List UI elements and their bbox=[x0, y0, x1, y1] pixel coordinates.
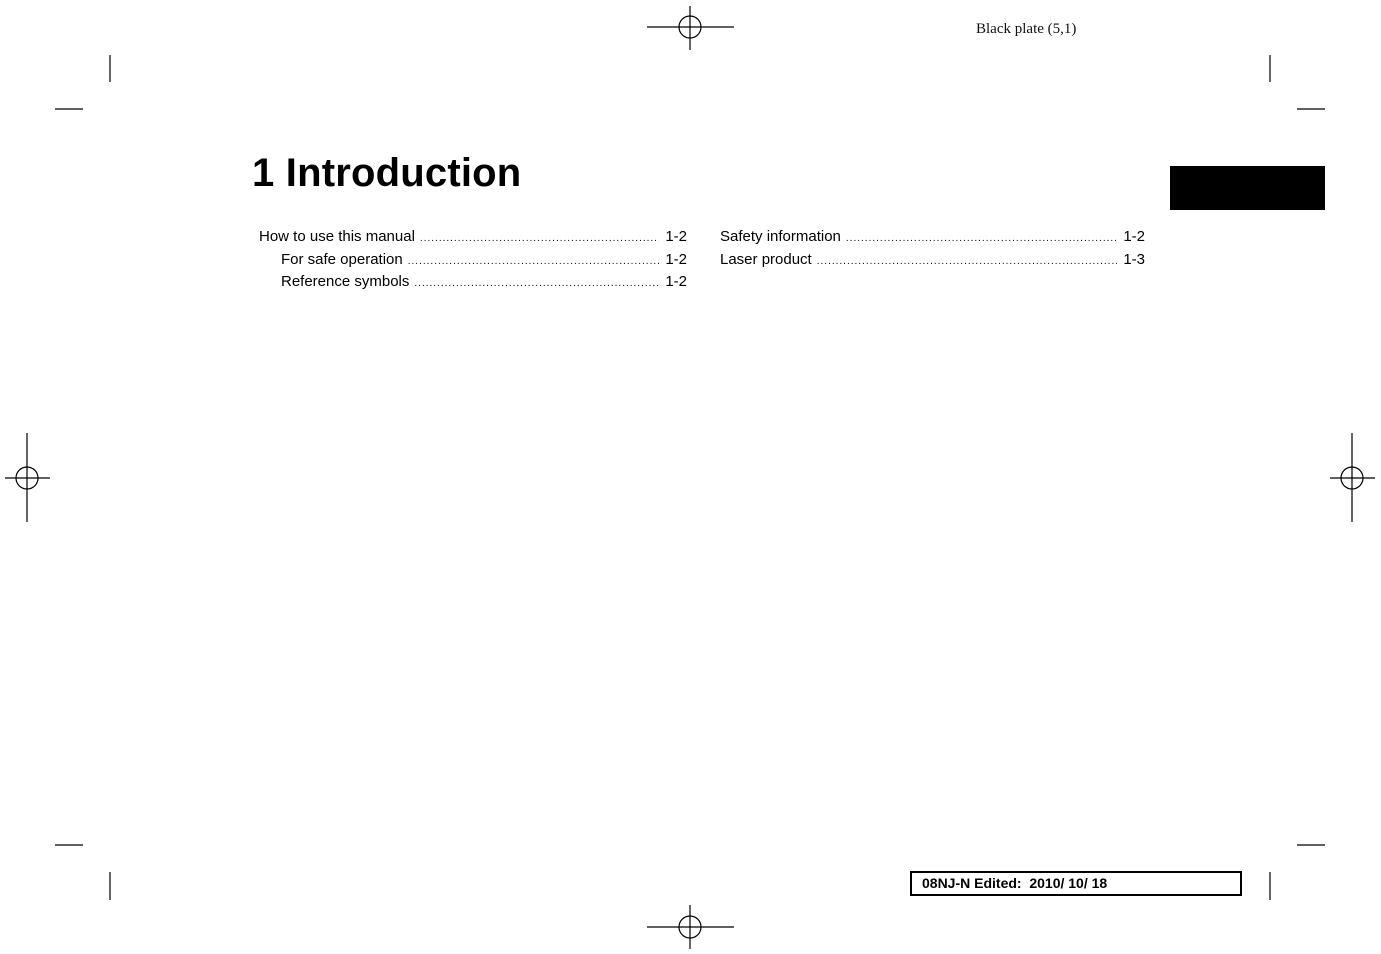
crop-mark-top-right bbox=[1270, 55, 1325, 109]
chapter-title: 1 Introduction bbox=[252, 151, 522, 195]
toc-entry-page: 1-2 bbox=[665, 273, 687, 290]
registration-mark-left bbox=[5, 433, 50, 522]
crop-mark-bottom-right bbox=[1270, 845, 1325, 900]
toc-entry-page: 1-2 bbox=[665, 228, 687, 245]
toc-entry-label: Safety information bbox=[720, 228, 841, 245]
registration-mark-right bbox=[1330, 433, 1375, 522]
edit-stamp-text: 08NJ-N Edited: 2010/ 10/ 18 bbox=[922, 875, 1108, 891]
registration-mark-bottom bbox=[647, 905, 734, 949]
toc-entry-label: For safe operation bbox=[281, 250, 403, 268]
plate-label: Black plate (5,1) bbox=[976, 21, 1077, 37]
crop-mark-top-left bbox=[55, 55, 110, 109]
toc-entry-page: 1-2 bbox=[1123, 228, 1145, 245]
toc-entry-label: How to use this manual bbox=[259, 228, 415, 245]
toc-entry-label: Laser product bbox=[720, 250, 812, 268]
toc-entry-page: 1-3 bbox=[1123, 250, 1145, 268]
registration-mark-top bbox=[647, 6, 734, 50]
toc-entry-label: Reference symbols bbox=[281, 273, 410, 290]
toc-entry-page: 1-2 bbox=[665, 250, 687, 268]
crop-mark-bottom-left bbox=[55, 845, 110, 900]
